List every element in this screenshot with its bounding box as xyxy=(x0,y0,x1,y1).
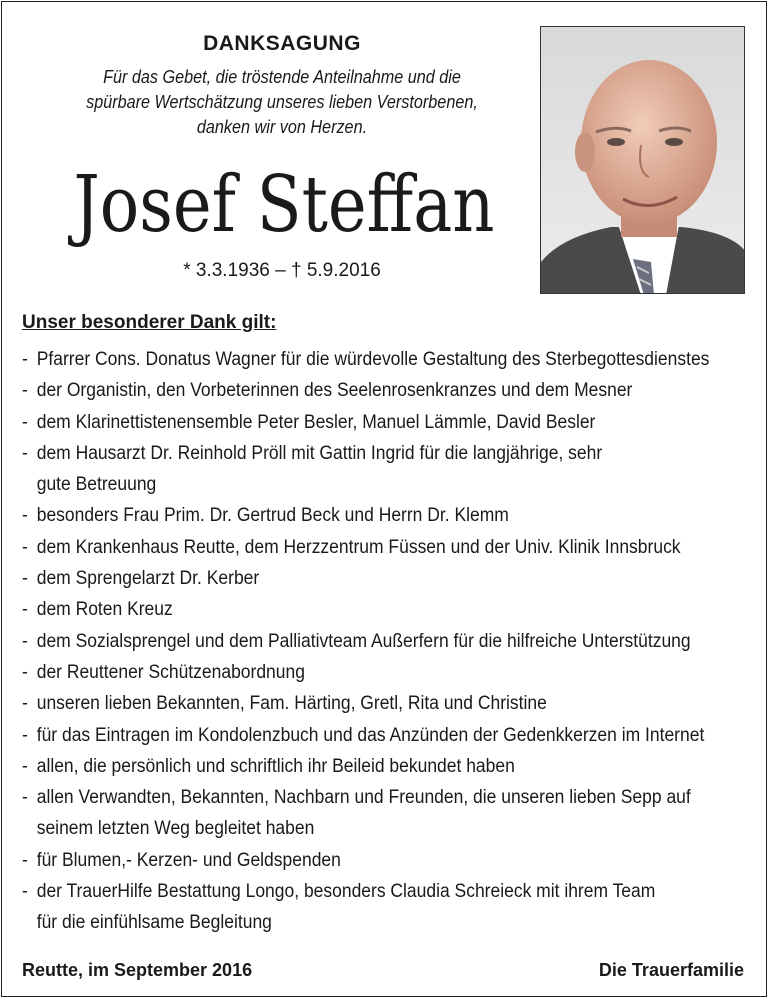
list-item xyxy=(22,845,694,876)
bullet-dash: - xyxy=(22,881,28,903)
list-item xyxy=(22,500,694,531)
list-item xyxy=(22,563,694,594)
item-continuation: seinem letzten Weg begleitet haben xyxy=(36,818,315,840)
item-text: dem Klarinettistenensemble Peter Besler, Manuel Lämmle, David Besler xyxy=(36,411,596,433)
bullet-dash: - xyxy=(22,724,28,746)
item-text: für Blumen,- Kerzen- und Geldspenden xyxy=(36,849,341,871)
intro-line: danken wir von Herzen. xyxy=(196,117,368,137)
bullet-dash: - xyxy=(22,349,28,370)
item-text: allen, die persönlich und schriftlich ihr Beileid bekundet haben xyxy=(36,755,515,777)
place-date: Reutte, im September 2016 xyxy=(22,960,253,980)
item-continuation: für die einfühlsame Begleitung xyxy=(36,912,272,934)
thanks-list xyxy=(22,344,752,939)
list-item xyxy=(22,782,694,845)
deceased-name: Josef Steffan xyxy=(73,160,495,250)
item-text: dem Sozialsprengel und dem Palliativteam Außerfern für die hilfreiche Unterstützung xyxy=(36,630,691,652)
portrait-photo xyxy=(540,26,745,294)
obituary-card xyxy=(1,1,767,997)
item-text: der TrauerHilfe Bestattung Longo, besonders Claudia Schreieck mit ihrem Team xyxy=(36,881,656,903)
intro-text xyxy=(66,65,498,140)
intro-line: spürbare Wertschätzung unseres lieben Verstorbenen, xyxy=(86,92,478,112)
list-item xyxy=(22,407,694,438)
thanks-title: Unser besonderer Dank gilt: xyxy=(22,312,277,333)
item-continuation: gute Betreuung xyxy=(36,474,157,496)
list-item xyxy=(22,626,694,657)
item-text: unseren lieben Bekannten, Fam. Härting, Gretl, Rita und Christine xyxy=(36,693,547,715)
bullet-dash: - xyxy=(22,849,28,871)
item-text: der Reuttener Schützenabordnung xyxy=(36,661,305,683)
item-text: dem Sprengelarzt Dr. Kerber xyxy=(36,568,260,590)
item-text: dem Hausarzt Dr. Reinhold Pröll mit Gattin Ingrid für die langjährige, sehr xyxy=(36,442,603,464)
life-dates: * 3.3.1936 – † 5.9.2016 xyxy=(183,260,381,281)
item-text: dem Roten Kreuz xyxy=(36,599,173,621)
bullet-dash: - xyxy=(22,505,28,527)
bullet-dash: - xyxy=(22,380,28,402)
item-text: dem Krankenhaus Reutte, dem Herzzentrum Füssen und der Univ. Klinik Innsbruck xyxy=(36,536,681,558)
list-item xyxy=(22,438,694,501)
list-item xyxy=(22,720,705,751)
item-text: besonders Frau Prim. Dr. Gertrud Beck und Herrn Dr. Klemm xyxy=(36,505,509,527)
bullet-dash: - xyxy=(22,442,28,464)
item-text: allen Verwandten, Bekannten, Nachbarn und Freunden, die unseren lieben Sepp auf xyxy=(36,787,691,809)
list-item xyxy=(22,751,694,782)
bullet-dash: - xyxy=(22,536,28,558)
item-text: für das Eintragen im Kondolenzbuch und das Anzünden der Gedenkkerzen im Internet xyxy=(36,724,705,746)
item-text: der Organistin, den Vorbeterinnen des Seelenrosenkranzes und dem Mesner xyxy=(36,380,633,402)
list-item xyxy=(22,594,694,625)
bullet-dash: - xyxy=(22,693,28,715)
bullet-dash: - xyxy=(22,568,28,590)
list-item xyxy=(22,532,694,563)
list-item xyxy=(22,344,710,375)
list-item xyxy=(22,876,694,939)
bullet-dash: - xyxy=(22,661,28,683)
list-item xyxy=(22,657,694,688)
bullet-dash: - xyxy=(22,411,28,433)
item-text: Pfarrer Cons. Donatus Wagner für die würdevolle Gestaltung des Sterbegottesdienstes xyxy=(36,349,710,370)
intro-line: Für das Gebet, die tröstende Anteilnahme und die xyxy=(103,67,461,87)
bullet-dash: - xyxy=(22,787,28,809)
bullet-dash: - xyxy=(22,630,28,652)
bullet-dash: - xyxy=(22,755,28,777)
list-item xyxy=(22,688,694,719)
heading: DANKSAGUNG xyxy=(203,32,361,55)
list-item xyxy=(22,375,694,406)
signature-family: Die Trauerfamilie xyxy=(598,960,744,980)
bullet-dash: - xyxy=(22,599,28,621)
